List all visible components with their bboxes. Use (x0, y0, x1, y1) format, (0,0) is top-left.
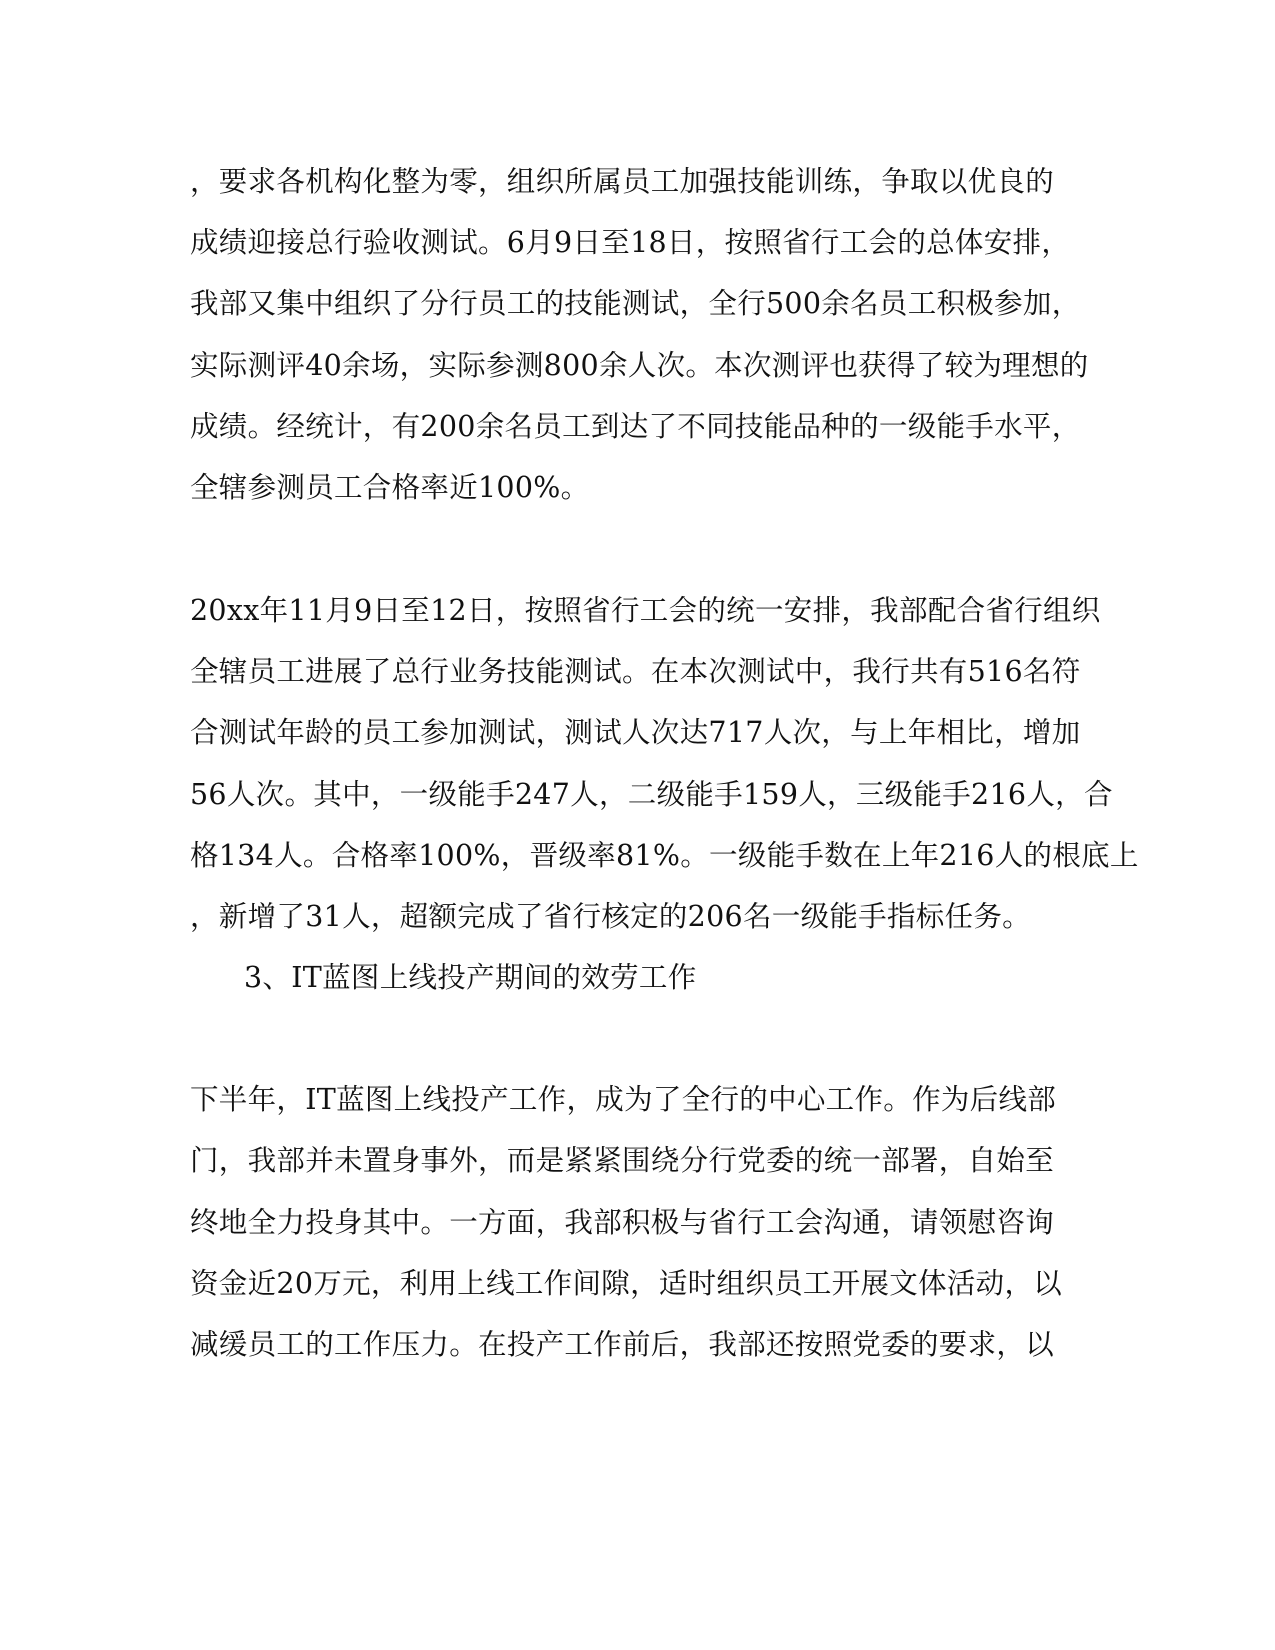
paragraph-1-line-3: 我部又集中组织了分行员工的技能测试，全行500余名员工积极参加， (190, 287, 1081, 320)
paragraph-3-line-1: 下半年，IT蓝图上线投产工作，成为了全行的中心工作。作为后线部 (190, 1083, 1057, 1116)
paragraph-1-line-6: 全辖参测员工合格率近100%。 (190, 471, 590, 504)
section-heading: 3、IT蓝图上线投产期间的效劳工作 (244, 961, 697, 994)
paragraph-2-line-1: 20xx年11月9日至12日，按照省行工会的统一安排，我部配合省行组织 (190, 594, 1101, 627)
paragraph-3-line-3: 终地全力投身其中。一方面，我部积极与省行工会沟通，请领慰咨询 (190, 1206, 1055, 1239)
paragraph-2-line-6: ，新增了31人，超额完成了省行核定的206名一级能手指标任务。 (190, 900, 1031, 933)
paragraph-1-line-2: 成绩迎接总行验收测试。6月9日至18日，按照省行工会的总体安排， (190, 226, 1071, 259)
paragraph-2-line-4: 56人次。其中，一级能手247人，二级能手159人，三级能手216人，合 (190, 778, 1113, 811)
paragraph-1-line-1: ，要求各机构化整为零，组织所属员工加强技能训练，争取以优良的 (190, 165, 1055, 198)
paragraph-2-line-5: 格134人。合格率100%，晋级率81%。一级能手数在上年216人的根底上 (190, 839, 1139, 872)
paragraph-3-line-2: 门，我部并未置身事外，而是紧紧围绕分行党委的统一部署，自始至 (190, 1144, 1055, 1177)
paragraph-1-line-5: 成绩。经统计，有200余名员工到达了不同技能品种的一级能手水平， (190, 410, 1081, 443)
paragraph-2-line-2: 全辖员工进展了总行业务技能测试。在本次测试中，我行共有516名符 (190, 655, 1081, 688)
paragraph-3-line-5: 减缓员工的工作压力。在投产工作前后，我部还按照党委的要求，以 (190, 1328, 1055, 1361)
paragraph-1-line-4: 实际测评40余场，实际参测800余人次。本次测评也获得了较为理想的 (190, 349, 1089, 382)
paragraph-2-line-3: 合测试年龄的员工参加测试，测试人次达717人次，与上年相比，增加 (190, 716, 1081, 749)
paragraph-3-line-4: 资金近20万元，利用上线工作间隙，适时组织员工开展文体活动，以 (190, 1267, 1063, 1300)
